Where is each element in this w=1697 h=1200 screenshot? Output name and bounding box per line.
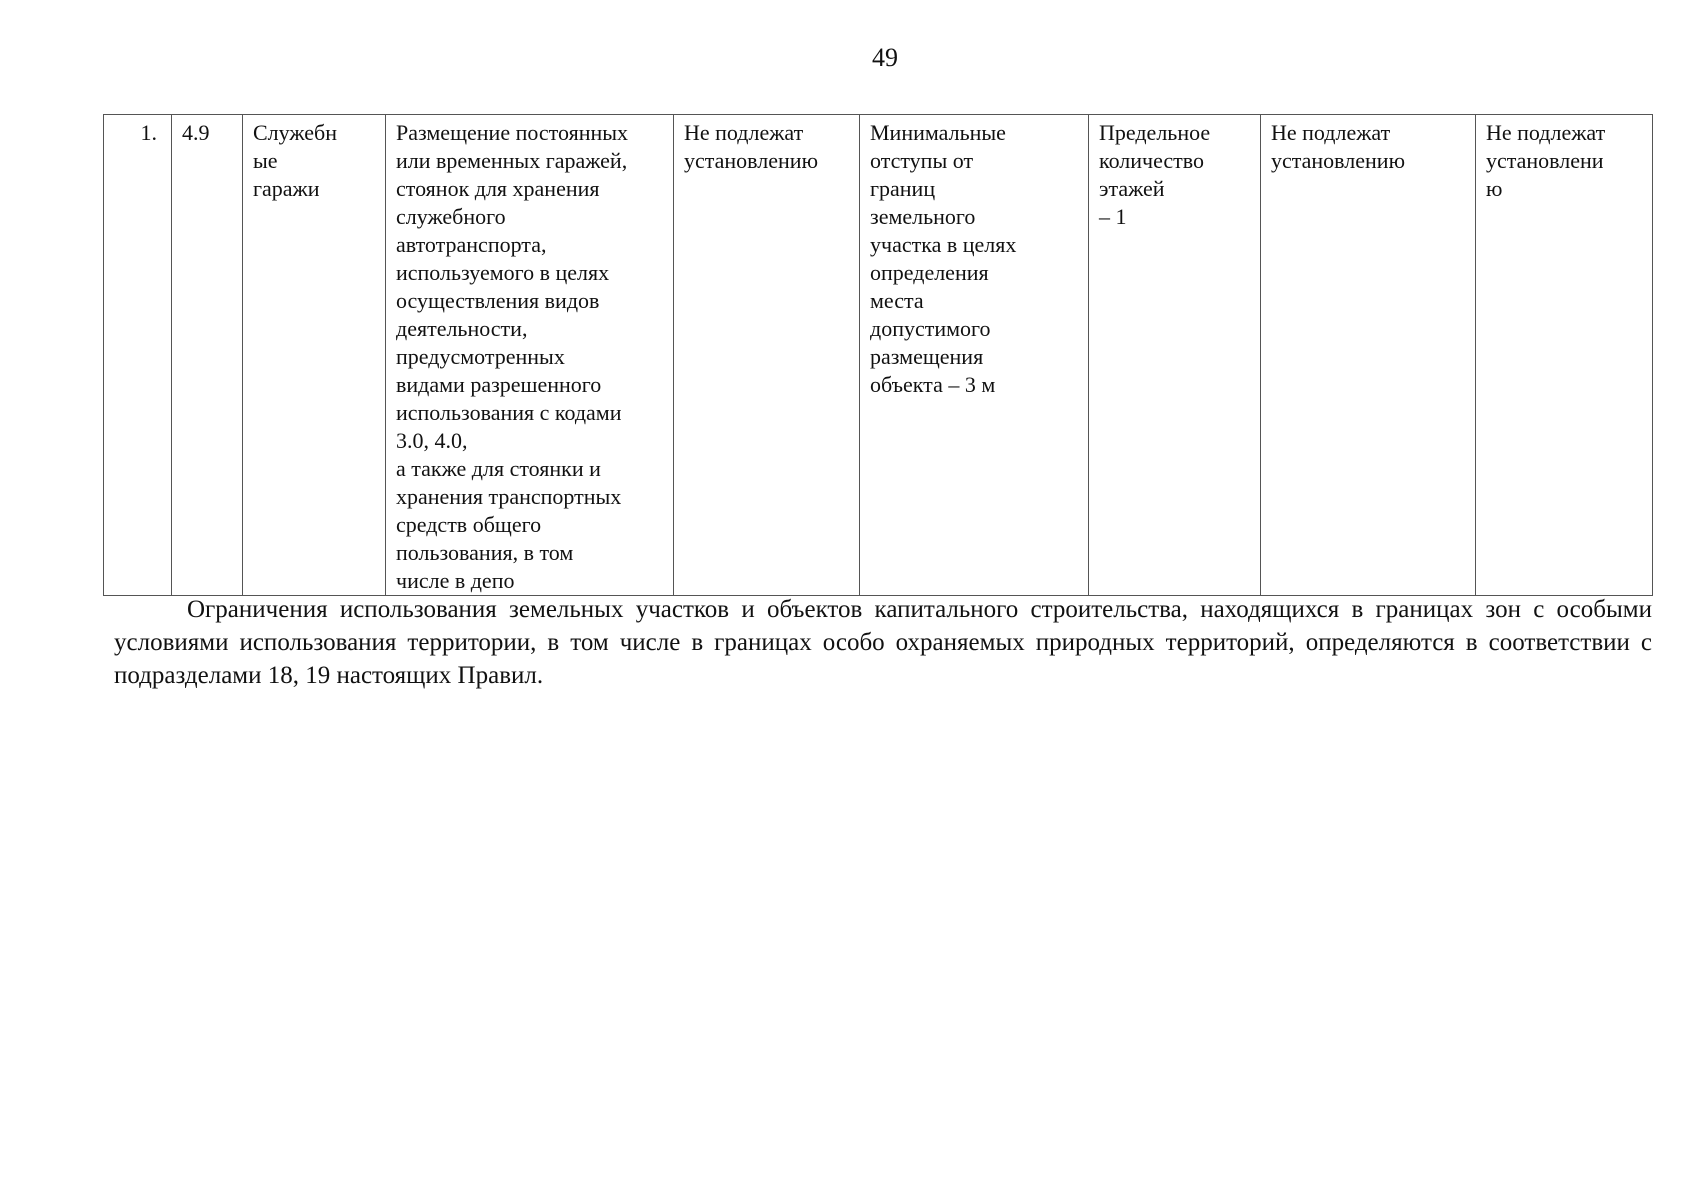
use-description-cell: Размещение постоянных или временных гаражей, стоянок для хранения служебного автотранспорта, используемого в целях осуществления видов деятельности, предусмотренных видами разрешенного использования с кодами 3.0, 4.0, а также для стоянки и хранения транспортных средств общего пользования, в том числе в депо <box>386 115 674 596</box>
use-name-cell: Служебн ые гаражи <box>243 115 386 596</box>
table-row <box>104 115 1653 596</box>
plot-size-cell: Не подлежат установлению <box>674 115 860 596</box>
code-cell: 4.9 <box>172 115 243 596</box>
coverage-cell: Не подлежат установлению <box>1261 115 1476 596</box>
setback-cell: Минимальные отступы от границ земельного участка в целях определения места допустимого размещения объекта – 3 м <box>860 115 1089 596</box>
restrictions-paragraph: Ограничения использования земельных участков и объектов капитального строительства, находящихся в границах зон с особыми условиями использования территории, в том числе в границах особо охраняемых природных территорий, определяются в соответствии с подразделами 18, 19 настоящих Правил. <box>114 596 1652 689</box>
other-params-cell: Не подлежат установлени ю <box>1476 115 1653 596</box>
page-number: 49 <box>872 43 898 72</box>
land-use-table <box>103 114 1653 596</box>
row-number-cell: 1. <box>104 115 172 596</box>
floors-cell: Предельное количество этажей – 1 <box>1089 115 1261 596</box>
